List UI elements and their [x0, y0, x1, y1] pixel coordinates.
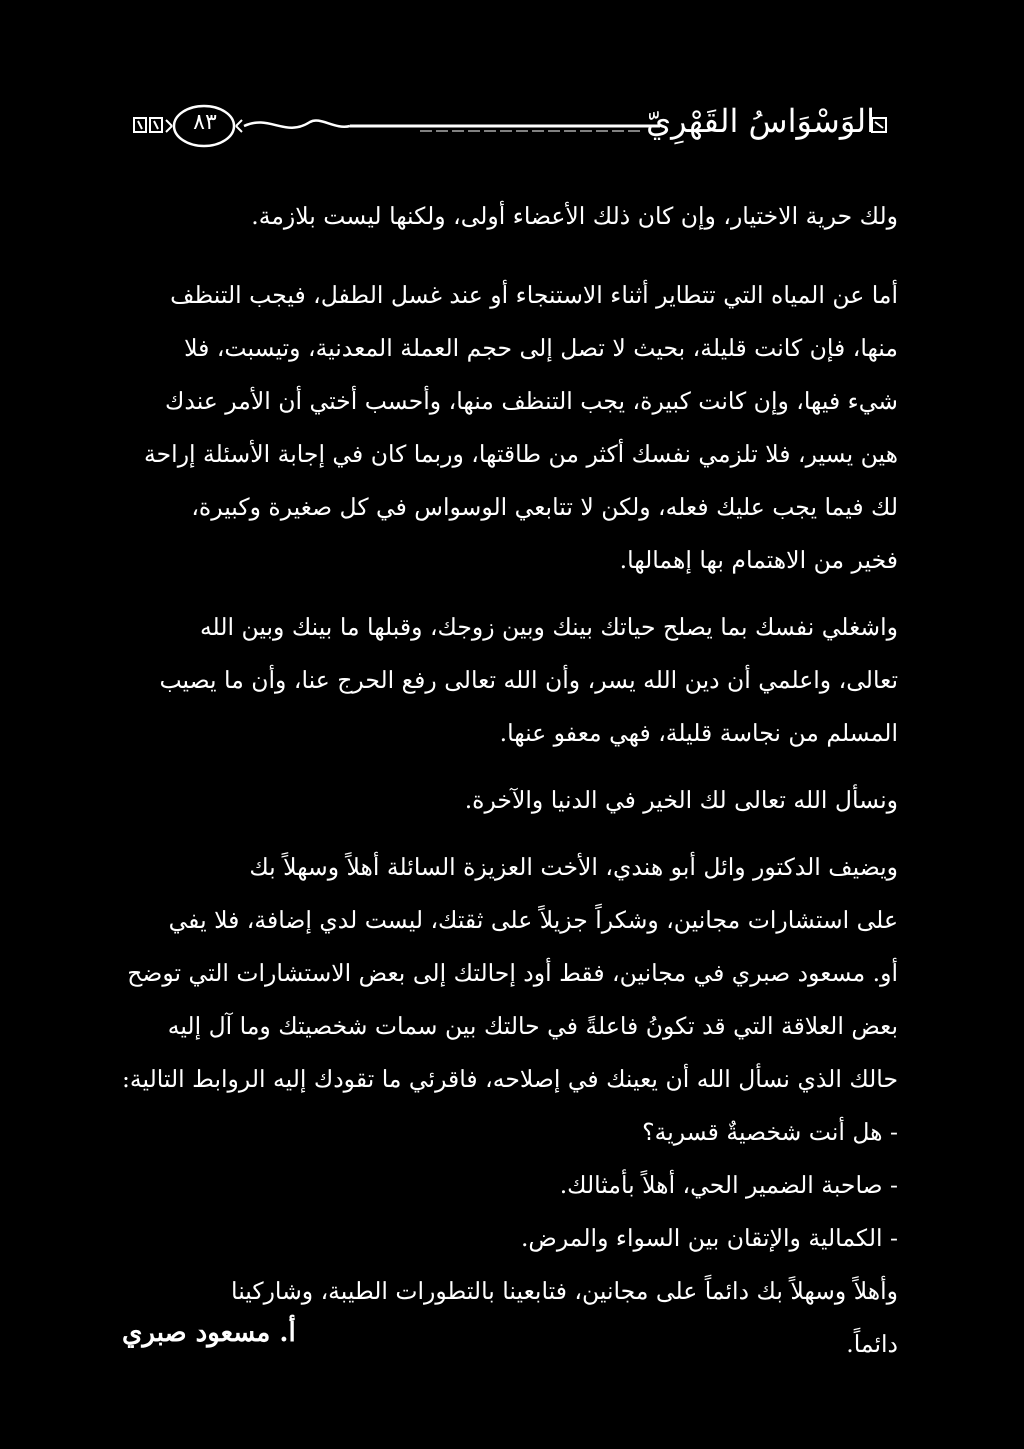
text-line: منها، فإن كانت قليلة، بحيث لا تصل إلى حجم العملة المعدنية، وتيسبت، فلا	[184, 334, 898, 362]
list-item: - هل أنت شخصيةٌ قسرية؟	[642, 1118, 898, 1146]
text-line: لك فيما يجب عليك فعله، ولكن لا تتابعي الوسواس في كل صغيرة وكبيرة،	[191, 493, 898, 521]
text-line: وأهلاً وسهلاً بك دائماً على مجانين، فتابعينا بالتطورات الطيبة، وشاركينا	[231, 1277, 898, 1305]
text-line: ويضيف الدكتور وائل أبو هندي، الأخت العزيزة السائلة أهلاً وسهلاً بك	[249, 853, 898, 881]
text-line: على استشارات مجانين، وشكراً جزيلاً على ثقتك، ليست لدي إضافة، فلا يفي	[168, 906, 898, 934]
paragraph-3	[118, 601, 898, 760]
text-line: ولك حرية الاختيار، وإن كان ذلك الأعضاء أولى، ولكنها ليست بلازمة.	[251, 202, 898, 230]
page-number: ٨٣	[193, 110, 217, 135]
text-line: بعض العلاقة التي قد تكونُ فاعلةً في حالتك بين سمات شخصيتك وما آل إليه	[167, 1012, 898, 1040]
text-line: ونسأل الله تعالى لك الخير في الدنيا والآخرة.	[464, 786, 898, 814]
header-title: الوَسْوَاسُ القَهْرِيّ	[646, 102, 875, 140]
paragraph-1	[118, 190, 898, 243]
text-line: حالك الذي نسأل الله أن يعينك في إصلاحه، فاقرئي ما تقودك إليه الروابط التالية:	[121, 1065, 898, 1093]
author-signature: أ. مسعود صبري	[122, 1318, 296, 1348]
left-ornament-icon	[134, 118, 162, 132]
paragraph-5	[118, 841, 898, 1106]
paragraph-4	[118, 774, 898, 827]
paragraph-2	[118, 269, 898, 587]
list-item: - الكمالية والإتقان بين السواء والمرض.	[520, 1224, 898, 1252]
text-line: أو. مسعود صبري في مجانين، فقط أود إحالتك إلى بعض الاستشارات التي توضح	[127, 959, 898, 987]
text-line: فخير من الاهتمام بها إهمالها.	[619, 546, 898, 574]
text-line: دائماً.	[846, 1330, 898, 1358]
link-list	[118, 1106, 898, 1265]
text-line: هين يسير، فلا تلزمي نفسك أكثر من طاقتها، وربما كان في إجابة الأسئلة إراحة	[144, 440, 898, 468]
text-line: تعالى، واعلمي أن دين الله يسر، وأن الله تعالى رفع الحرج عنا، وأن ما يصيب	[159, 666, 898, 694]
page-header	[120, 96, 905, 156]
text-line: واشغلي نفسك بما يصلح حياتك بينك وبين زوجك، وقبلها ما بينك وبين الله	[199, 613, 898, 641]
article-body	[118, 190, 898, 1371]
text-line: أما عن المياه التي تتطاير أثناء الاستنجاء أو عند غسل الطفل، فيجب التنظف	[170, 281, 898, 309]
text-line: شيء فيها، وإن كانت كبيرة، يجب التنظف منها، وأحسب أختي أن الأمر عندك	[165, 387, 898, 415]
text-line: المسلم من نجاسة قليلة، فهي معفو عنها.	[499, 719, 898, 747]
list-item: - صاحبة الضمير الحي، أهلاً بأمثالك.	[559, 1171, 898, 1199]
